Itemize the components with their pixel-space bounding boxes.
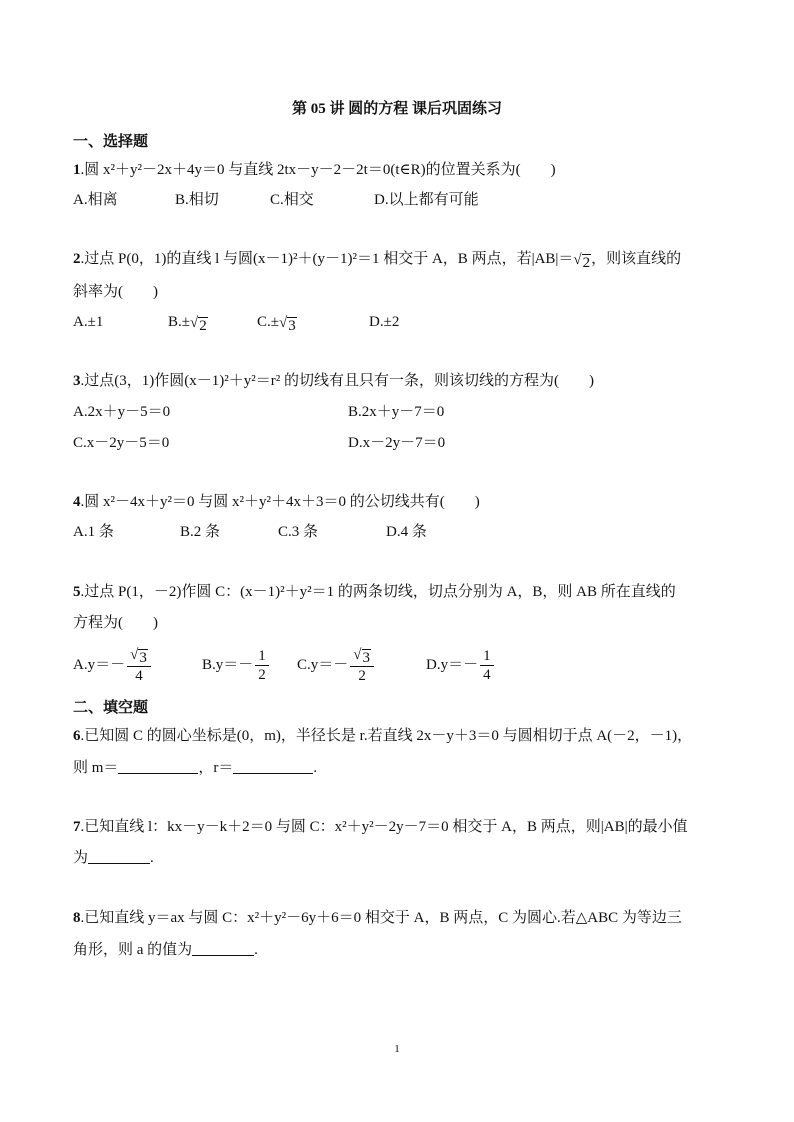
q5-option-b [202,644,271,686]
q3-option-a: A.2x＋y－5＝0 [73,404,171,420]
denominator: 2 [258,666,266,683]
radicand: 3 [139,650,147,666]
numerator: 1 [480,647,494,666]
question-text: .过点 P(1，－2)作圆 C：(x－1)²＋y²＝1 的两条切线，切点分别为 A，B，则 AB 所在直线的 [80,584,676,600]
question-text: 角形，则 a 的值为 [73,942,193,958]
radicand: 2 [199,318,207,334]
answer-blank[interactable] [88,849,150,864]
question-8-stem [73,908,682,928]
question-1-stem [73,160,556,180]
q2-option-a: A.±1 [73,314,104,330]
question-text: ，则该直线的 [591,251,682,267]
q4-option-c: C.3 条 [278,524,319,540]
answer-blank[interactable] [118,759,198,774]
q4-option-b: B.2 条 [180,524,221,540]
question-text: .圆 x²＋y²－2x＋4y＝0 与直线 2tx－y－2－2t＝0(t∈R)的位置关系为( ) [80,162,556,178]
question-text: .过点(3，1)作圆(x－1)²＋y²＝r² 的切线有且只有一条，则该切线的方程为( ) [80,373,594,389]
q1-option-d: D.以上都有可能 [374,192,479,208]
question-5-stem [73,582,676,602]
denominator: 2 [358,668,366,684]
question-text: 则 m＝ [73,760,119,776]
question-number: 1 [73,162,81,178]
option-text: B.y＝－ [202,657,254,673]
question-5-stem-line2: 方程为( ) [73,615,158,631]
sqrt-symbol: √ 3 [279,315,296,334]
question-7-stem-line2 [73,848,154,868]
q4-option-a: A.1 条 [73,524,114,540]
q1-option-a: A.相离 [73,192,118,208]
section-fill-heading: 二、填空题 [73,700,149,716]
question-text: ，r＝ [198,760,234,776]
sqrt-symbol: √ 2 [190,315,207,334]
q2-option-c [257,312,297,334]
question-number: 5 [73,584,81,600]
q2-option-b [168,312,208,334]
sqrt-symbol: √ 3 [353,647,370,666]
q2-option-d: D.±2 [369,314,400,330]
question-text: . [254,942,258,958]
question-text: . [150,850,154,866]
question-7-stem [73,817,688,837]
radicand: 3 [288,318,296,334]
q4-option-d: D.4 条 [386,524,427,540]
q3-option-b: B.2x＋y－7＝0 [348,404,445,420]
fraction [350,645,374,685]
sqrt-symbol: √ 3 [130,647,147,666]
option-text: C.± [257,314,279,330]
question-number: 7 [73,819,81,835]
question-text: .已知圆 C 的圆心坐标是(0，m)，半径长是 r.若直线 2x－y＋3＝0 与圆相切于点 A(－2，－1)， [80,728,693,744]
option-text: D.y＝－ [426,657,479,673]
question-8-stem-line2 [73,940,258,960]
answer-blank[interactable] [233,759,313,774]
question-number: 2 [73,251,81,267]
q5-option-c [297,644,376,686]
q3-option-c: C.x－2y－5＝0 [73,435,170,451]
section-choice-heading: 一、选择题 [73,134,149,150]
sqrt-symbol: √ 2 [573,252,591,271]
question-6-stem [73,726,692,746]
radicand: 2 [582,255,591,271]
question-2-stem [73,249,681,271]
question-3-stem [73,371,594,391]
option-text: C.y＝－ [297,657,349,673]
fraction [127,645,151,685]
q1-option-b: B.相切 [175,192,219,208]
answer-blank[interactable] [192,941,254,956]
question-text: . [313,760,318,776]
question-number: 3 [73,373,81,389]
question-4-stem [73,492,480,512]
numerator: 1 [255,647,269,666]
page-title: 第 05 讲 圆的方程 课后巩固练习 [291,101,502,117]
option-text: A.y＝－ [73,657,126,673]
question-number: 8 [73,910,81,926]
question-2-stem-line2: 斜率为( ) [73,284,158,300]
q5-option-d [426,644,496,686]
question-text: .圆 x²－4x＋y²＝0 与圆 x²＋y²＋4x＋3＝0 的公切线共有( ) [80,494,480,510]
q5-option-a [73,644,153,686]
fraction [255,647,269,684]
question-6-stem-line2 [73,758,317,778]
question-text: .已知直线 y＝ax 与圆 C：x²＋y²－6y＋6＝0 相交于 A，B 两点，C 为圆心.若△ABC 为等边三 [80,910,682,926]
question-number: 6 [73,728,81,744]
denominator: 4 [483,666,491,683]
q1-option-c: C.相交 [270,192,314,208]
q3-option-d: D.x－2y－7＝0 [348,435,446,451]
question-text: .已知直线 l：kx－y－k＋2＝0 与圆 C：x²＋y²－2y－7＝0 相交于 A，B 两点，则|AB|的最小值 [80,819,688,835]
option-text: B.± [168,314,190,330]
denominator: 4 [135,668,143,684]
fraction [480,647,494,684]
question-text: .过点 P(0，1)的直线 l 与圆(x－1)²＋(y－1)²＝1 相交于 A，B 两点，若|AB|＝ [80,251,574,267]
page-number: 1 [394,1043,400,1055]
radicand: 3 [362,650,370,666]
question-number: 4 [73,494,81,510]
question-text: 为 [73,850,89,866]
